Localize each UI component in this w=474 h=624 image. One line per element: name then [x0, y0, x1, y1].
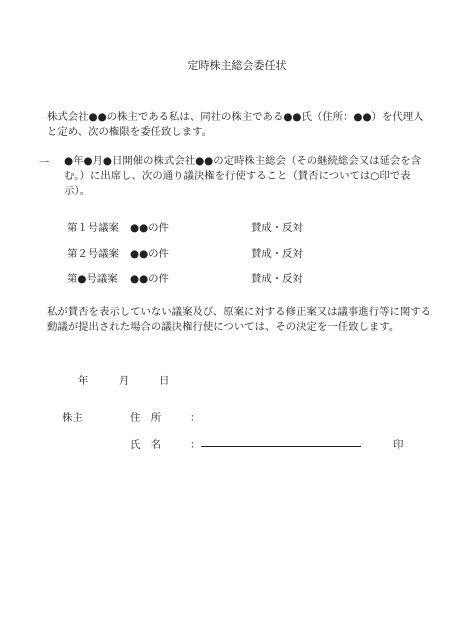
name-colon: ： — [190, 439, 201, 451]
voting-instruction-paragraph: ●年●月●日開催の株式会社●●の定時株主総会（その継続総会又は延会を含む。）に出席し、次の通り議決権を行使すること（賛否については○印で表示）。 — [64, 155, 422, 197]
agenda-subject: ●●の件 — [130, 273, 169, 285]
date-year: 年 — [78, 375, 89, 387]
agenda-label: 第●号議案 — [67, 273, 118, 285]
discretion-paragraph: 私が賛否を表示していない議案及び、原案に対する修正案又は議事進行等に関する動議が提出された場合の議決権行使については、その決定を一任致します。 — [47, 306, 432, 333]
agenda-vote-choice: 賛成・反対 — [251, 222, 303, 234]
seal-mark: 印 — [393, 439, 404, 451]
name-signature-line — [201, 446, 361, 447]
document-title: 定時株主総会委任状 — [187, 59, 287, 72]
agenda-vote-choice: 賛成・反対 — [251, 273, 303, 285]
agenda-label: 第２号議案 — [67, 248, 119, 260]
date-day: 日 — [159, 375, 170, 387]
address-label: 住 所 — [130, 412, 162, 424]
item-marker: 一 — [39, 157, 50, 169]
appointment-paragraph: 株式会社●●の株主である私は、同社の株主である●●氏（住所：●●）を代理人と定め、次の権限を委任致します。 — [47, 111, 424, 138]
address-colon: ： — [190, 412, 201, 424]
agenda-label: 第１号議案 — [67, 222, 119, 234]
shareholder-label: 株主 — [62, 412, 83, 424]
agenda-subject: ●●の件 — [130, 248, 169, 260]
name-label: 氏 名 — [130, 439, 162, 451]
date-month: 月 — [119, 375, 130, 387]
agenda-subject: ●●の件 — [130, 222, 169, 234]
agenda-vote-choice: 賛成・反対 — [251, 248, 303, 260]
